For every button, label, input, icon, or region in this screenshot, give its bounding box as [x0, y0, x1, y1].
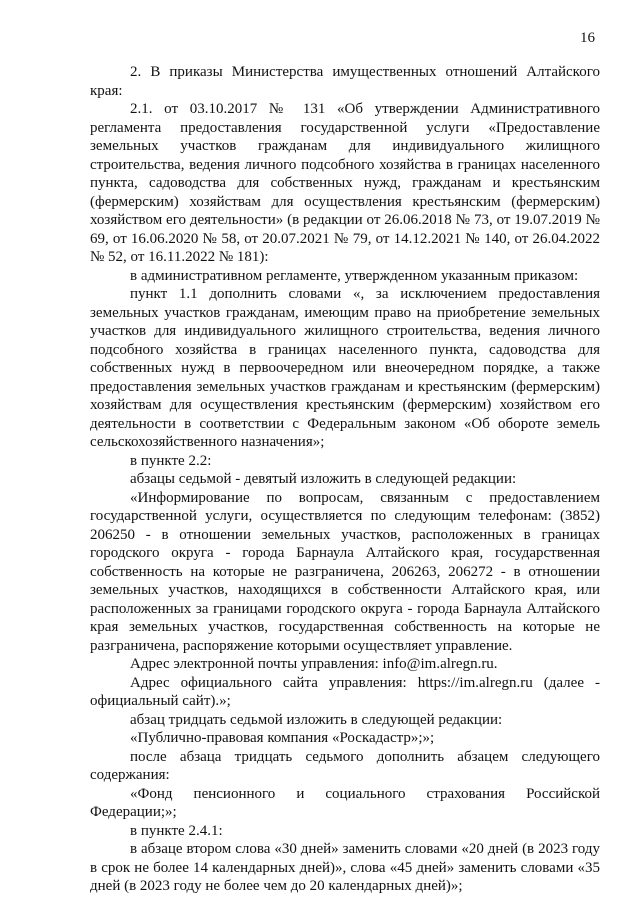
paragraph: Адрес электронной почты управления: info@im.alregn.ru.: [130, 656, 498, 672]
paragraph: «Публично-правовая компания «Роскадастр»;»;: [130, 730, 435, 746]
paragraph: пункт 1.1 дополнить словами «, за исключением предоставления земельных участков гражданам, имеющим право на приобретение земельных участков для индивидуального жилищного строительства, ведения личного подсобного хозяйства в границах населенного пункта, садоводства для собственных нужд в первоочередном или внеочередном порядке, а также предоставления земельных участков гражданам и крестьянским (фермерским) хозяйствам для осуществления крестьянским (фермерским) хозяйством его деятельности в соответствии с Федеральным законом «Об обороте земель сельскохозяйственного назначения»;: [90, 286, 600, 450]
paragraph: в административном регламенте, утвержденном указанным приказом:: [130, 267, 579, 284]
paragraph: Адрес официального сайта управления: https://im.alregn.ru (далее - официальный сайт).»;: [90, 674, 600, 709]
paragraph: «Фонд пенсионного и социального страхования Российской Федерации;»;: [90, 785, 600, 820]
paragraph: после абзаца тридцать седьмого дополнить абзацем следующего содержания:: [90, 748, 600, 783]
page-number: 16: [580, 30, 595, 46]
paragraph: «Информирование по вопросам, связанным с предоставлением государственной услуги, осуществляется по следующим телефонам: (3852) 206250 - в отношении земельных участков, расположенных в границах городского округа - города Барнаула Алтайского края, государственная собственность на которые не разграничена, 206263, 206272 - в отношении земельных участков, находящихся в собственности Алтайского края, или расположенных за границами городского округа - города Барнаула Алтайского края земельных участков, государственная собственность на которые не разграничена, распоряжение которыми осуществляет управление.: [90, 489, 600, 654]
paragraph: абзац тридцать седьмой изложить в следующей редакции:: [130, 711, 503, 728]
paragraph: абзацы седьмой - девятый изложить в следующей редакции:: [130, 471, 517, 487]
document-body: [90, 63, 600, 896]
paragraph: в пункте 2.4.1:: [130, 822, 223, 839]
paragraph: 2. В приказы Министерства имущественных отношений Алтайского края:: [90, 64, 600, 99]
paragraph: 2.1. от 03.10.2017 № 131 «Об утверждении Административного регламента предоставления государственной услуги «Предоставление земельных участков гражданам для индивидуального жилищного строительства, ведения личного подсобного хозяйства в границах населенного пункта, садоводства для собственных нужд, гражданам и крестьянским (фермерским) хозяйствам для осуществления крестьянским (фермерским) хозяйством его деятельности» (в редакции от 26.06.2018 № 73, от 19.07.2019 № 69, от 16.06.2020 № 58, от 20.07.2021 № 79, от 14.12.2021 № 140, от 26.04.2022 № 52, от 16.11.2022 № 181):: [90, 101, 600, 265]
paragraph: в абзаце втором слова «30 дней» заменить словами «20 дней (в 2023 году в срок не более 14 календарных дней)», слова «45 дней» заменить словами «35 дней (в 2023 году не более чем до 20 календарных дней)»;: [90, 841, 600, 894]
paragraph: в пункте 2.2:: [130, 452, 212, 469]
